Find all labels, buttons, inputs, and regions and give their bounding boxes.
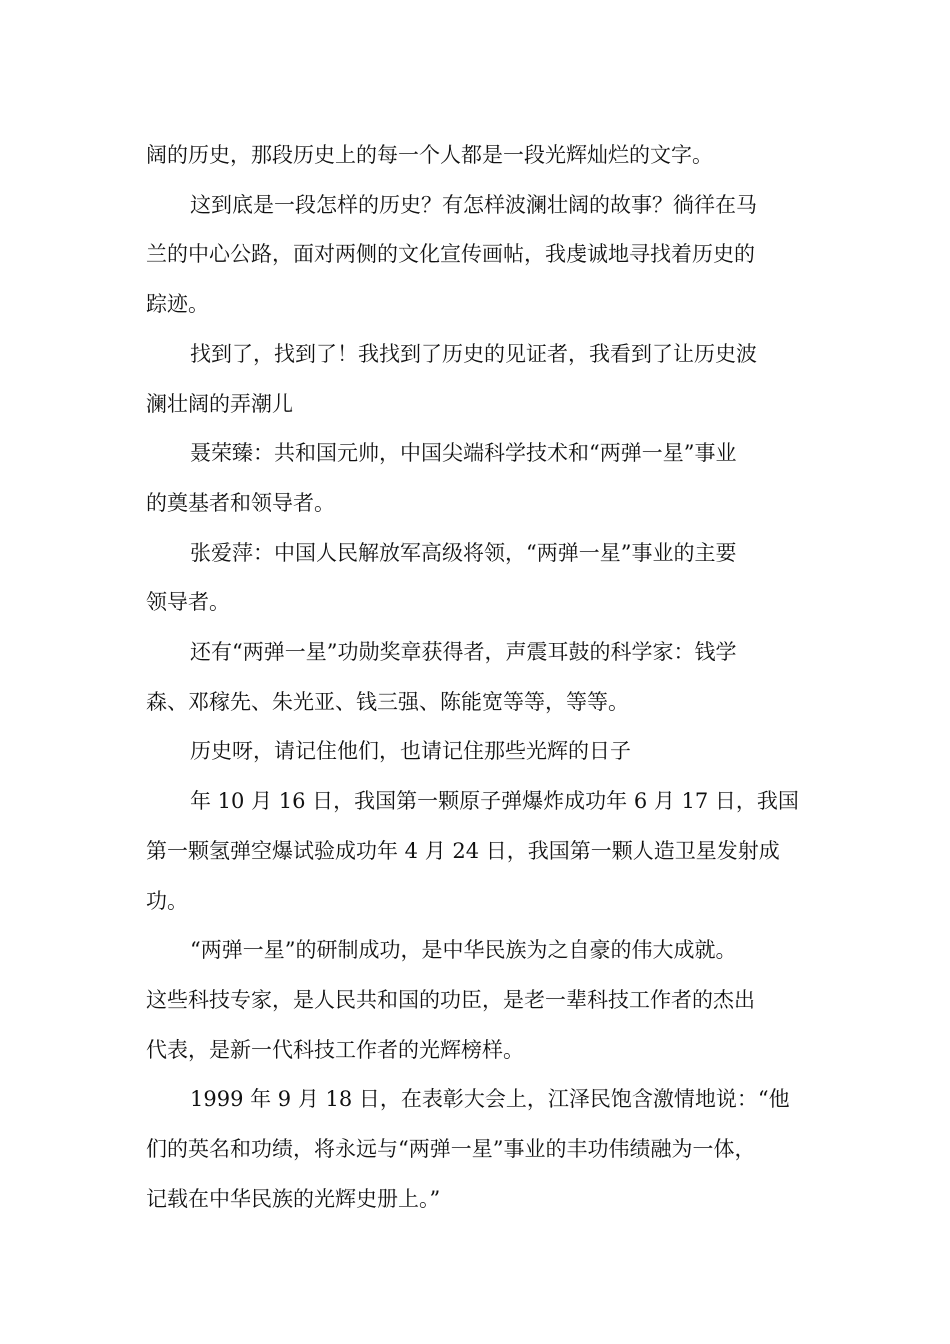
text-line: 年 10 月 16 日，我国第一颗原子弹爆炸成功年 6 月 17 日，我国 — [190, 789, 799, 814]
text-line: 踪迹。 — [146, 292, 209, 317]
paragraph-5 — [146, 529, 810, 628]
text-line: 这些科技专家，是人民共和国的功臣，是老一辈科技工作者的杰出 — [146, 987, 755, 1012]
text-line: 找到了，找到了！我找到了历史的见证者，我看到了让历史波 — [190, 341, 757, 366]
text-line: 张爱萍：中国人民解放军高级将领，“两弹一星”事业的主要 — [190, 540, 737, 565]
text-line: 阔的历史，那段历史上的每一个人都是一段光辉灿烂的文字。 — [146, 143, 713, 167]
text-line: 们的英名和功绩，将永远与“两弹一星”事业的丰功伟绩融为一体， — [146, 1137, 756, 1162]
text-line: 森、邓稼先、朱光亚、钱三强、陈能宽等等，等等。 — [146, 689, 629, 714]
paragraph-7 — [146, 727, 810, 777]
text-line: 历史呀，请记住他们，也请记住那些光辉的日子 — [190, 739, 631, 764]
text-line: 功。 — [146, 888, 188, 913]
paragraph-2 — [146, 181, 810, 330]
text-line: 的奠基者和领导者。 — [146, 490, 335, 515]
text-line: 领导者。 — [146, 590, 230, 615]
document-body — [146, 131, 810, 1224]
text-line: 这到底是一段怎样的历史？有怎样波澜壮阔的故事？徜徉在马 — [190, 192, 757, 217]
text-line: 代表，是新一代科技工作者的光辉榜样。 — [146, 1037, 524, 1062]
text-line: 还有“两弹一星”功勋奖章获得者，声震耳鼓的科学家：钱学 — [190, 640, 737, 665]
paragraph-6 — [146, 628, 810, 727]
text-line: “两弹一星”的研制成功，是中华民族为之自豪的伟大成就。 — [190, 938, 737, 963]
text-line: 1999 年 9 月 18 日，在表彰大会上，江泽民饱含激情地说：“他 — [190, 1087, 790, 1112]
text-line: 聂荣臻：共和国元帅，中国尖端科学技术和“两弹一星”事业 — [190, 441, 737, 466]
text-line: 兰的中心公路，面对两侧的文化宣传画帖，我虔诚地寻找着历史的 — [146, 242, 755, 267]
paragraph-3 — [146, 330, 810, 429]
paragraph-1 — [146, 131, 810, 181]
paragraph-10 — [146, 1075, 810, 1224]
text-line: 澜壮阔的弄潮儿 — [146, 391, 293, 416]
paragraph-9 — [146, 926, 810, 1075]
paragraph-8 — [146, 777, 810, 926]
paragraph-4 — [146, 429, 810, 528]
text-line: 记载在中华民族的光辉史册上。” — [146, 1186, 441, 1211]
text-line: 第一颗氢弹空爆试验成功年 4 月 24 日，我国第一颗人造卫星发射成 — [146, 838, 780, 863]
